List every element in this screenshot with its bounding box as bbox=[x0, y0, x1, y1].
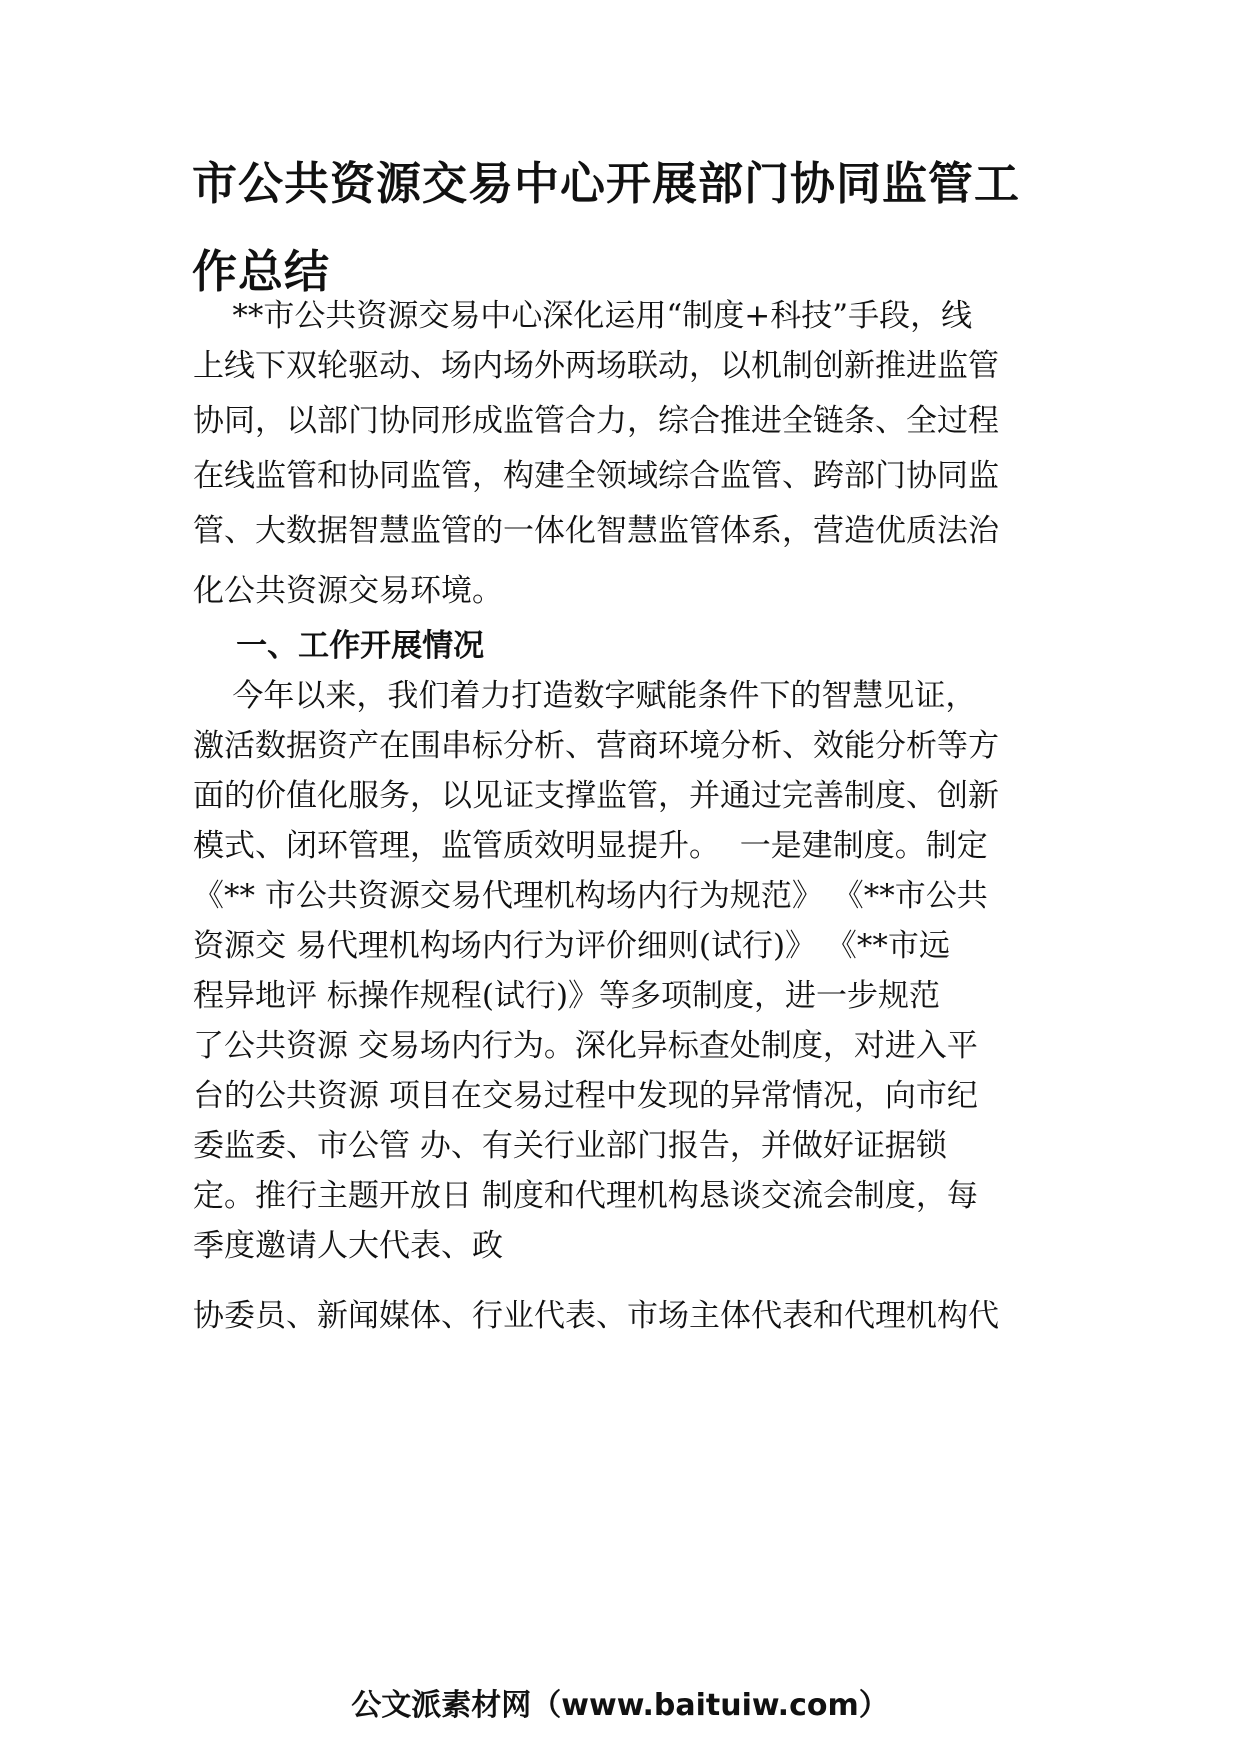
paragraph-2-line-7: 程异地评 标操作规程(试行)》等多项制度，进一步规范 bbox=[193, 978, 941, 1014]
paragraph-2-line-4: 模式、闭环管理，监管质效明显提升。 一是建制度。制定 bbox=[193, 828, 988, 864]
paragraph-2-line-12: 季度邀请人大代表、政 bbox=[193, 1228, 503, 1264]
paragraph-1-line-5: 管、大数据智慧监管的一体化智慧监管体系，营造优质法治 bbox=[193, 513, 999, 549]
paragraph-2-line-3: 面的价值化服务，以见证支撑监管，并通过完善制度、创新 bbox=[193, 778, 999, 814]
paragraph-2-line-6: 资源交 易代理机构场内行为评价细则(试行)》 《**市远 bbox=[193, 928, 950, 964]
footer-source: 公文派素材网（www.baituiw.com） bbox=[351, 1688, 889, 1723]
paragraph-1-line-3: 协同，以部门协同形成监管合力，综合推进全链条、全过程 bbox=[193, 403, 999, 439]
document-title: 市公共资源交易中心开展部门协同监管工作总结 bbox=[192, 157, 1021, 298]
paragraph-2-line-5: 《** 市公共资源交易代理机构场内行为规范》 《**市公共 bbox=[193, 878, 988, 914]
paragraph-1-line-6: 化公共资源交易环境。 bbox=[193, 573, 503, 609]
paragraph-1-line-2: 上线下双轮驱动、场内场外两场联动，以机制创新推进监管 bbox=[193, 348, 999, 384]
paragraph-2-line-1: 今年以来，我们着力打造数字赋能条件下的智慧见证， bbox=[193, 678, 977, 714]
paragraph-2-line-2: 激活数据资产在围串标分析、营商环境分析、效能分析等方 bbox=[193, 728, 999, 764]
paragraph-1-line-1: **市公共资源交易中心深化运用“制度+科技”手段，线 bbox=[193, 298, 973, 334]
paragraph-1-line-4: 在线监管和协同监管，构建全领域综合监管、跨部门协同监 bbox=[193, 458, 999, 494]
paragraph-2-line-10: 委监委、市公管 办、有关行业部门报告，并做好证据锁 bbox=[193, 1128, 947, 1164]
section-heading: 一、工作开展情况 bbox=[193, 628, 485, 664]
paragraph-2-line-11: 定。推行主题开放日 制度和代理机构恳谈交流会制度，每 bbox=[193, 1178, 978, 1214]
paragraph-2-line-8: 了公共资源 交易场内行为。深化异标查处制度，对进入平 bbox=[193, 1028, 978, 1064]
paragraph-2-line-9: 台的公共资源 项目在交易过程中发现的异常情况，向市纪 bbox=[193, 1078, 978, 1114]
paragraph-2-line-13: 协委员、新闻媒体、行业代表、市场主体代表和代理机构代 bbox=[193, 1298, 999, 1334]
